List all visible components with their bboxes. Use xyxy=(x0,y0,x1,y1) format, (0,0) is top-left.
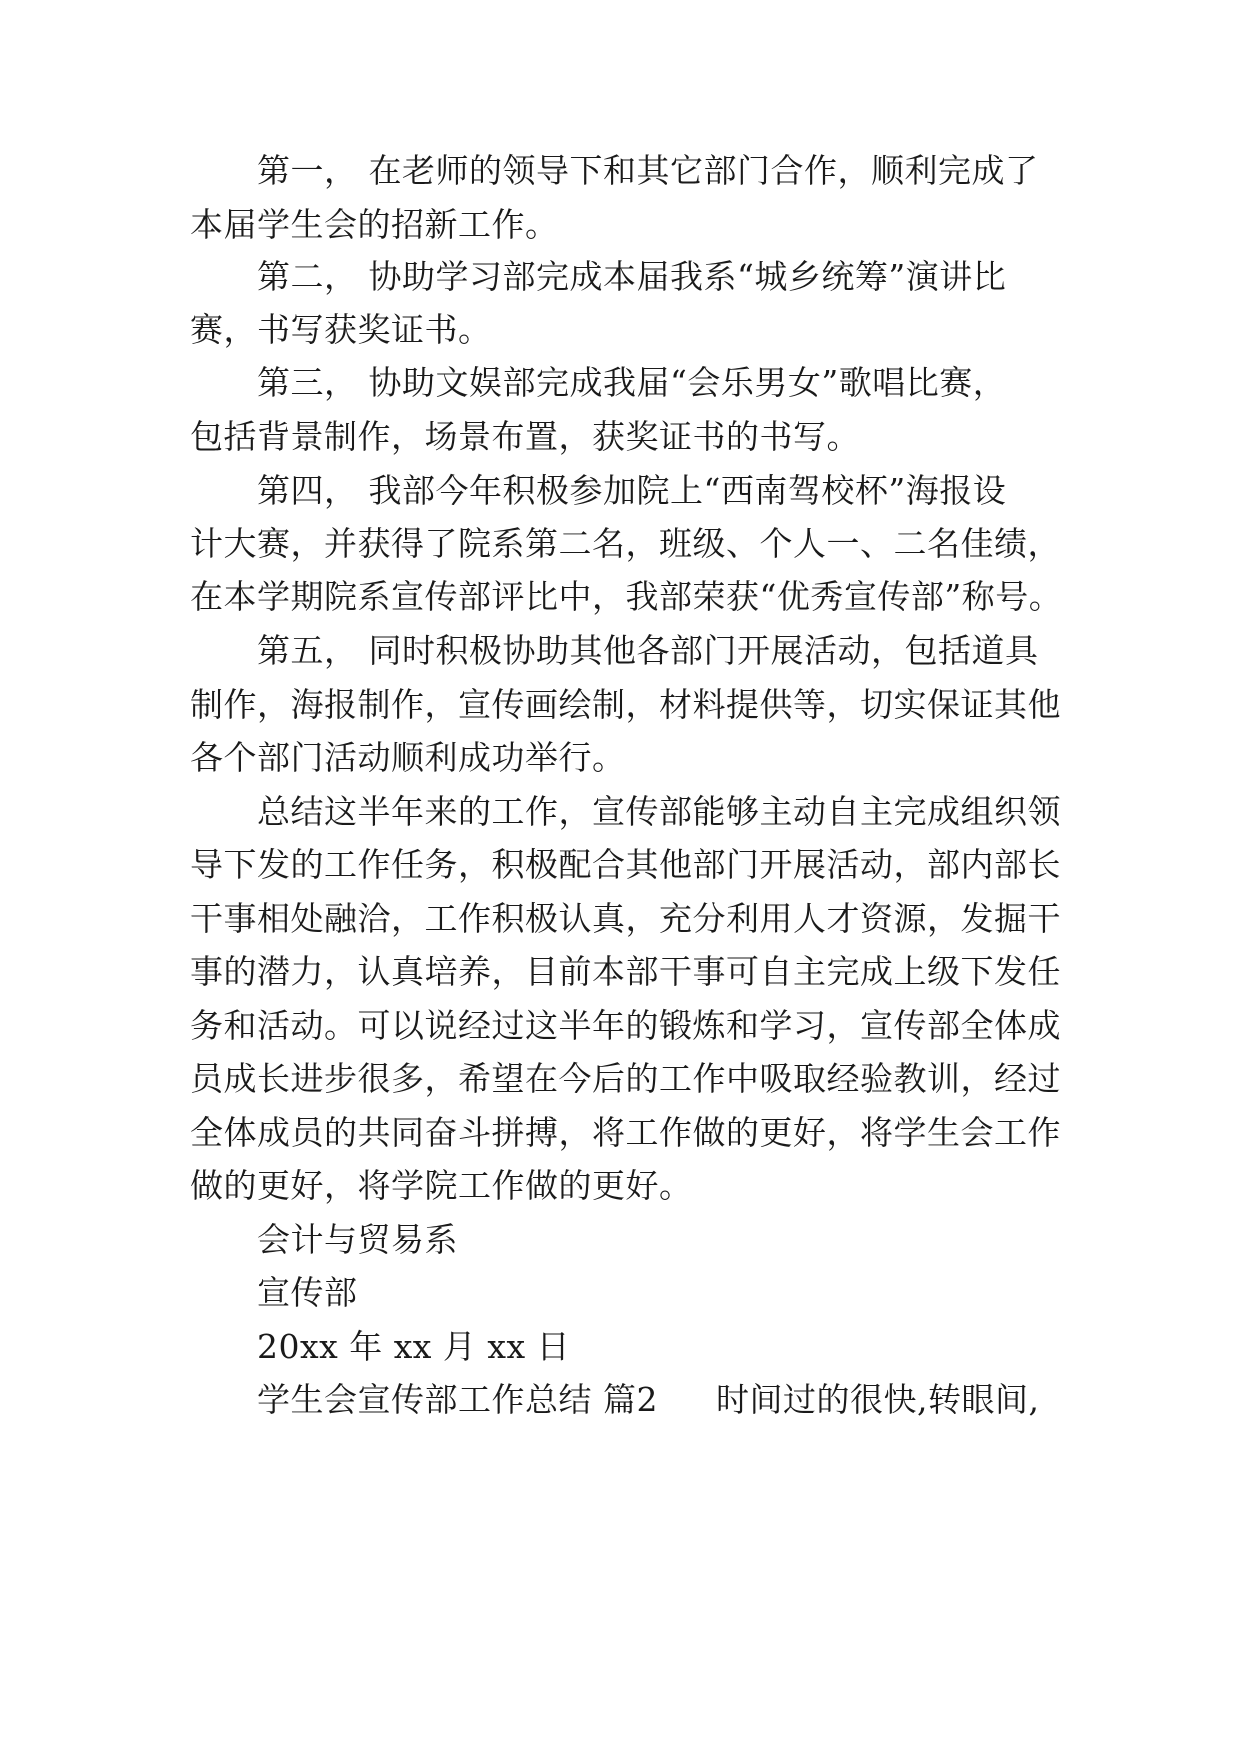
paragraph-line: 总结这半年来的工作，宣传部能够主动自主完成组织领 xyxy=(257,792,1061,831)
signature-date: 20xx 年 xx 月 xx 日 xyxy=(257,1327,571,1366)
paragraph-line: 第二， 协助学习部完成本届我系“城乡统筹”演讲比 xyxy=(257,257,1007,296)
signature-office: 宣传部 xyxy=(257,1273,358,1312)
next-section-lead: 时间过的很快,转眼间, xyxy=(716,1380,1040,1419)
paragraph-line: 制作，海报制作，宣传画绘制，材料提供等，切实保证其他 xyxy=(190,685,1061,724)
paragraph-line: 干事相处融洽，工作积极认真，充分利用人才资源，发掘干 xyxy=(190,899,1061,938)
paragraph-line: 第四， 我部今年积极参加院上“西南驾校杯”海报设 xyxy=(257,471,1007,510)
paragraph-line: 包括背景制作，场景布置，获奖证书的书写。 xyxy=(190,417,860,456)
paragraph-line: 事的潜力，认真培养，目前本部干事可自主完成上级下发任 xyxy=(190,952,1061,991)
paragraph-line: 本届学生会的招新工作。 xyxy=(190,205,559,244)
signature-department: 会计与贸易系 xyxy=(257,1220,458,1259)
paragraph-line: 员成长进步很多，希望在今后的工作中吸取经验教训，经过 xyxy=(190,1059,1061,1098)
next-section-heading xyxy=(257,1380,1039,1420)
paragraph-line: 务和活动。可以说经过这半年的锻炼和学习，宣传部全体成 xyxy=(190,1006,1061,1045)
paragraph-line: 在本学期院系宣传部评比中，我部荣获“优秀宣传部”称号。 xyxy=(190,577,1063,616)
paragraph-line: 做的更好，将学院工作做的更好。 xyxy=(190,1166,693,1205)
paragraph-line: 第一， 在老师的领导下和其它部门合作，顺利完成了 xyxy=(257,151,1039,190)
paragraph-line: 第五， 同时积极协助其他各部门开展活动，包括道具 xyxy=(257,631,1039,670)
paragraph-line: 导下发的工作任务，积极配合其他部门开展活动，部内部长 xyxy=(190,845,1061,884)
paragraph-line: 全体成员的共同奋斗拼搏，将工作做的更好，将学生会工作 xyxy=(190,1113,1061,1152)
paragraph-line: 第三， 协助文娱部完成我届“会乐男女”歌唱比赛， xyxy=(257,363,1007,402)
next-section-title: 学生会宣传部工作总结 篇2 xyxy=(257,1380,658,1419)
paragraph-line: 计大赛，并获得了院系第二名，班级、个人一、二名佳绩， xyxy=(190,524,1061,563)
paragraph-line: 各个部门活动顺利成功举行。 xyxy=(190,738,626,777)
paragraph-line: 赛，书写获奖证书。 xyxy=(190,310,492,349)
